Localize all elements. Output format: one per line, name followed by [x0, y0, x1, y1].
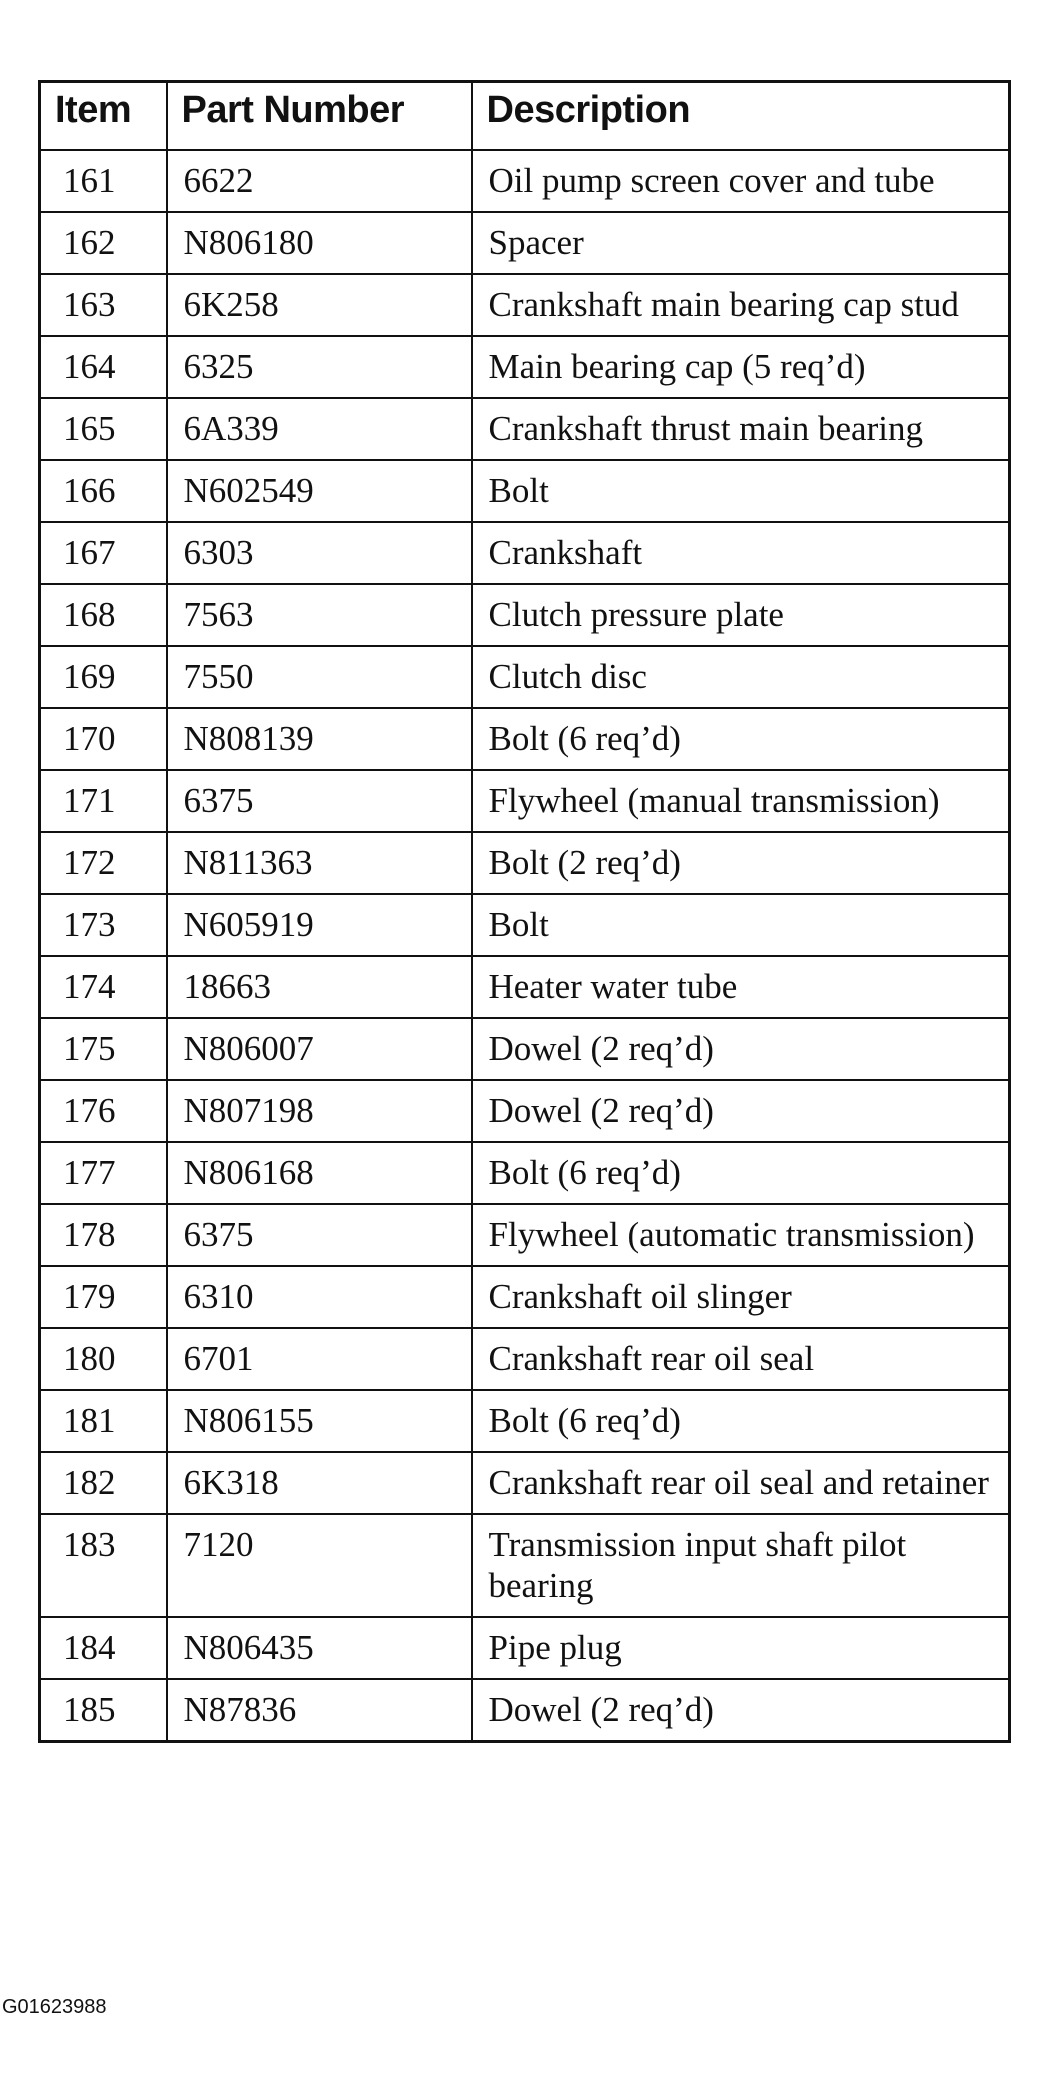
table-header-row: [40, 82, 1010, 151]
part-number-cell: N806180: [167, 212, 472, 274]
description-cell: Dowel (2 req’d): [472, 1080, 1010, 1142]
part-number-cell: 7120: [167, 1514, 472, 1617]
item-cell: 181: [40, 1390, 167, 1452]
part-number-cell: N87836: [167, 1679, 472, 1742]
part-number-cell: N806435: [167, 1617, 472, 1679]
item-cell: 170: [40, 708, 167, 770]
parts-table-body: [40, 150, 1010, 1742]
parts-table: [38, 80, 1011, 1743]
part-number-cell: N605919: [167, 894, 472, 956]
description-cell: Bolt (6 req’d): [472, 1142, 1010, 1204]
item-cell: 184: [40, 1617, 167, 1679]
part-number-cell: N808139: [167, 708, 472, 770]
item-cell: 162: [40, 212, 167, 274]
description-cell: Crankshaft: [472, 522, 1010, 584]
item-cell: 174: [40, 956, 167, 1018]
table-row: [40, 1204, 1010, 1266]
part-number-cell: 6A339: [167, 398, 472, 460]
part-number-cell: 6K318: [167, 1452, 472, 1514]
header-part-number: Part Number: [167, 82, 472, 151]
description-cell: Flywheel (automatic transmission): [472, 1204, 1010, 1266]
table-row: [40, 274, 1010, 336]
table-row: [40, 150, 1010, 212]
description-cell: Clutch pressure plate: [472, 584, 1010, 646]
description-cell: Flywheel (manual transmission): [472, 770, 1010, 832]
part-number-cell: 6622: [167, 150, 472, 212]
table-row: [40, 584, 1010, 646]
parts-list-sheet: [38, 80, 1008, 1743]
part-number-cell: N806007: [167, 1018, 472, 1080]
part-number-cell: 6325: [167, 336, 472, 398]
part-number-cell: 6375: [167, 770, 472, 832]
table-row: [40, 956, 1010, 1018]
table-row: [40, 522, 1010, 584]
table-row: [40, 1142, 1010, 1204]
description-cell: Dowel (2 req’d): [472, 1679, 1010, 1742]
description-cell: Heater water tube: [472, 956, 1010, 1018]
part-number-cell: N806168: [167, 1142, 472, 1204]
table-row: [40, 212, 1010, 274]
item-cell: 171: [40, 770, 167, 832]
item-cell: 163: [40, 274, 167, 336]
description-cell: Crankshaft rear oil seal: [472, 1328, 1010, 1390]
item-cell: 168: [40, 584, 167, 646]
description-cell: Oil pump screen cover and tube: [472, 150, 1010, 212]
part-number-cell: 7563: [167, 584, 472, 646]
header-description: Description: [472, 82, 1010, 151]
table-row: [40, 1390, 1010, 1452]
description-cell: Bolt (2 req’d): [472, 832, 1010, 894]
table-row: [40, 1328, 1010, 1390]
part-number-cell: 6K258: [167, 274, 472, 336]
table-row: [40, 1679, 1010, 1742]
table-row: [40, 708, 1010, 770]
description-cell: Crankshaft main bearing cap stud: [472, 274, 1010, 336]
part-number-cell: N806155: [167, 1390, 472, 1452]
item-cell: 177: [40, 1142, 167, 1204]
description-cell: Dowel (2 req’d): [472, 1018, 1010, 1080]
item-cell: 176: [40, 1080, 167, 1142]
part-number-cell: N807198: [167, 1080, 472, 1142]
item-cell: 180: [40, 1328, 167, 1390]
part-number-cell: 7550: [167, 646, 472, 708]
item-cell: 173: [40, 894, 167, 956]
figure-code: G01623988: [2, 1996, 107, 2018]
part-number-cell: N602549: [167, 460, 472, 522]
table-row: [40, 1452, 1010, 1514]
table-row: [40, 398, 1010, 460]
table-row: [40, 336, 1010, 398]
part-number-cell: 6701: [167, 1328, 472, 1390]
part-number-cell: 6310: [167, 1266, 472, 1328]
table-row: [40, 646, 1010, 708]
description-cell: Transmission input shaft pilot bearing: [472, 1514, 1010, 1617]
description-cell: Spacer: [472, 212, 1010, 274]
description-cell: Crankshaft thrust main bearing: [472, 398, 1010, 460]
header-item: Item: [40, 82, 167, 151]
item-cell: 183: [40, 1514, 167, 1617]
item-cell: 167: [40, 522, 167, 584]
table-row: [40, 1018, 1010, 1080]
description-cell: Bolt: [472, 460, 1010, 522]
table-row: [40, 832, 1010, 894]
item-cell: 178: [40, 1204, 167, 1266]
table-row: [40, 770, 1010, 832]
description-cell: Crankshaft oil slinger: [472, 1266, 1010, 1328]
table-row: [40, 1514, 1010, 1617]
table-row: [40, 1266, 1010, 1328]
description-cell: Bolt (6 req’d): [472, 708, 1010, 770]
part-number-cell: 6303: [167, 522, 472, 584]
description-cell: Main bearing cap (5 req’d): [472, 336, 1010, 398]
item-cell: 161: [40, 150, 167, 212]
part-number-cell: N811363: [167, 832, 472, 894]
part-number-cell: 18663: [167, 956, 472, 1018]
table-row: [40, 460, 1010, 522]
item-cell: 185: [40, 1679, 167, 1742]
description-cell: Pipe plug: [472, 1617, 1010, 1679]
description-cell: Clutch disc: [472, 646, 1010, 708]
description-cell: Bolt: [472, 894, 1010, 956]
description-cell: Bolt (6 req’d): [472, 1390, 1010, 1452]
item-cell: 164: [40, 336, 167, 398]
item-cell: 179: [40, 1266, 167, 1328]
item-cell: 175: [40, 1018, 167, 1080]
table-row: [40, 894, 1010, 956]
item-cell: 166: [40, 460, 167, 522]
item-cell: 172: [40, 832, 167, 894]
table-row: [40, 1617, 1010, 1679]
table-row: [40, 1080, 1010, 1142]
part-number-cell: 6375: [167, 1204, 472, 1266]
item-cell: 165: [40, 398, 167, 460]
description-cell: Crankshaft rear oil seal and retainer: [472, 1452, 1010, 1514]
item-cell: 182: [40, 1452, 167, 1514]
item-cell: 169: [40, 646, 167, 708]
